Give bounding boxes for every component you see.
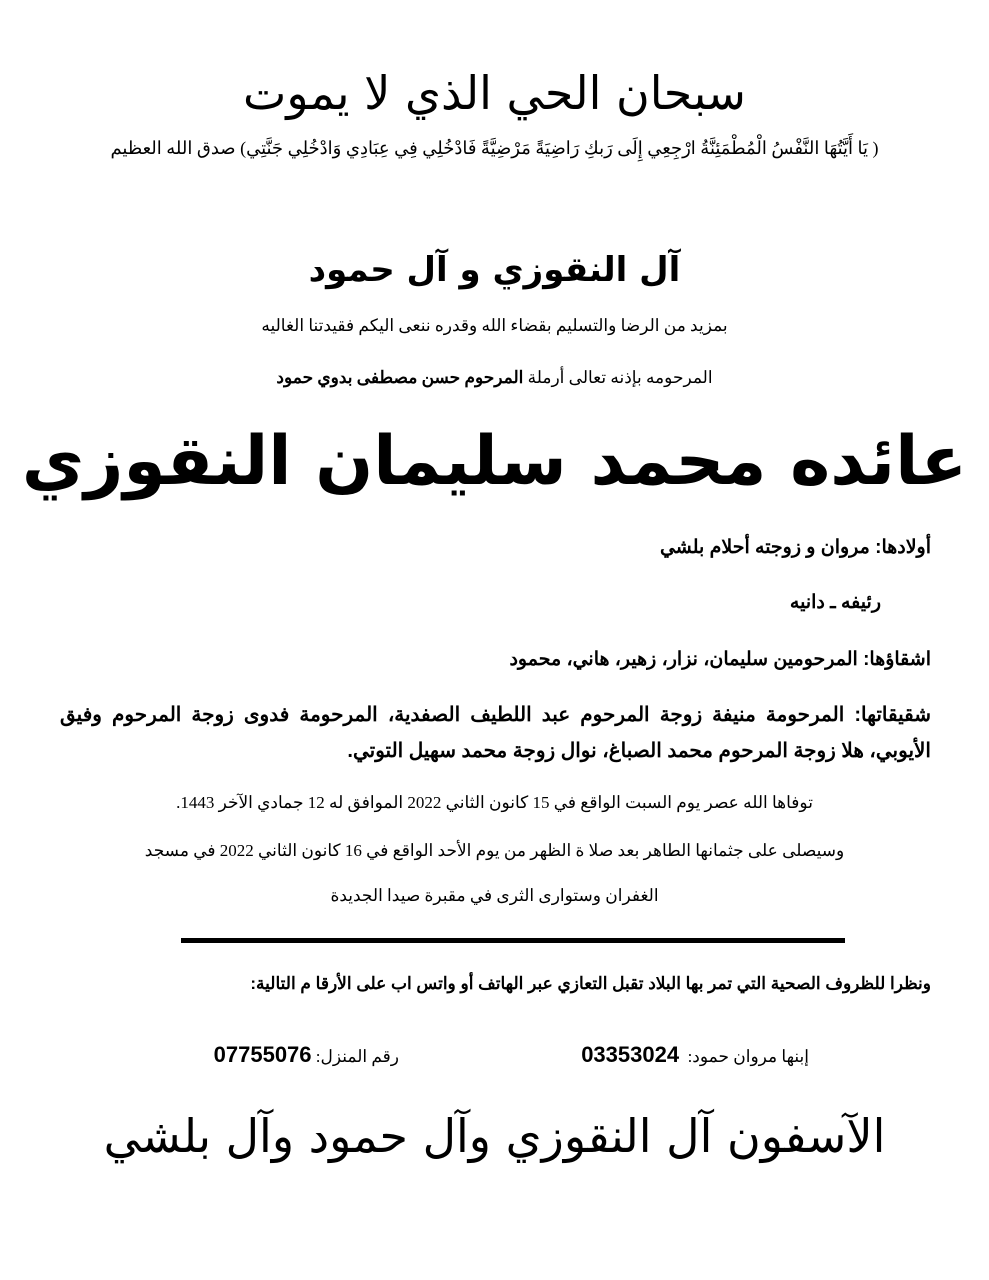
- children-line: أولادها: مروان و زوجته أحلام بلشي: [659, 537, 931, 558]
- condolence-notice: ونظرا للظروف الصحية التي تمر بها البلاد تقبل التعازي عبر الهاتف أو واتس اب على الأرقا م التالية:: [250, 974, 931, 993]
- brothers-line: اشقاؤها: المرحومين سليمان، نزار، زهير، هاني، محمود: [509, 649, 931, 670]
- widow-line: [0, 364, 989, 392]
- quran-verse: ( يَا أَيَّتُهَا النَّفْسُ الْمُطْمَئِنَّةُ ارْجِعِي إِلَى رَبكِ رَاضِيَةً مَرْضِيَّةً فَادْخُلِي فِي عِبَادِي وَادْخُلِي جَنَّتِي) صدق الله العظيم: [110, 138, 879, 158]
- sisters-line: شقيقاتها: المرحومة منيفة زوجة المرحوم عبد اللطيف الصفدية، المرحومة فدوى زوجة المرحوم وفيق الأيوبي، هلا زوجة المرحوم محمد الصباغ، نوال زوجة محمد سهيل التوتي.: [60, 704, 931, 762]
- son-contact-label: إبنها مروان حمود:: [687, 1047, 809, 1066]
- children-more-line: رئيفه ـ دانيه: [789, 592, 881, 613]
- families-heading: آل النقوزي و آل حمود: [308, 250, 681, 290]
- closing-signature: الآسفون آل النقوزي وآل حمود وآل بلشي: [103, 1109, 886, 1163]
- burial-line: الغفران وستوارى الثرى في مقبرة صيدا الجديدة: [330, 886, 659, 905]
- home-contact: [214, 1040, 399, 1072]
- son-phone-number: 03353024: [581, 1042, 680, 1067]
- home-phone-number: 07755076: [213, 1042, 312, 1067]
- divider: [181, 938, 845, 943]
- funeral-prayer-line: وسيصلى على جثمانها الطاهر بعد صلا ة الظهر من يوم الأحد الواقع في 16 كانون الثاني 2022 في مسجد: [144, 841, 845, 860]
- home-contact-label: رقم المنزل:: [315, 1047, 399, 1066]
- late-husband-name: المرحوم حسن مصطفى بدوي حمود: [276, 368, 524, 387]
- widow-line-prefix: المرحومه بإذنه تعالى أرملة: [523, 368, 713, 387]
- son-contact: [581, 1040, 809, 1072]
- header-title: سبحان الحي الذي لا يموت: [243, 66, 746, 120]
- intro-line: بمزيد من الرضا والتسليم بقضاء الله وقدره ننعى اليكم فقيدتنا الغاليه: [261, 316, 728, 335]
- death-date-line: توفاها الله عصر يوم السبت الواقع في 15 كانون الثاني 2022 الموافق له 12 جمادي الآخر 1443.: [176, 793, 813, 812]
- deceased-name: عائده محمد سليمان النقوزي: [21, 422, 968, 501]
